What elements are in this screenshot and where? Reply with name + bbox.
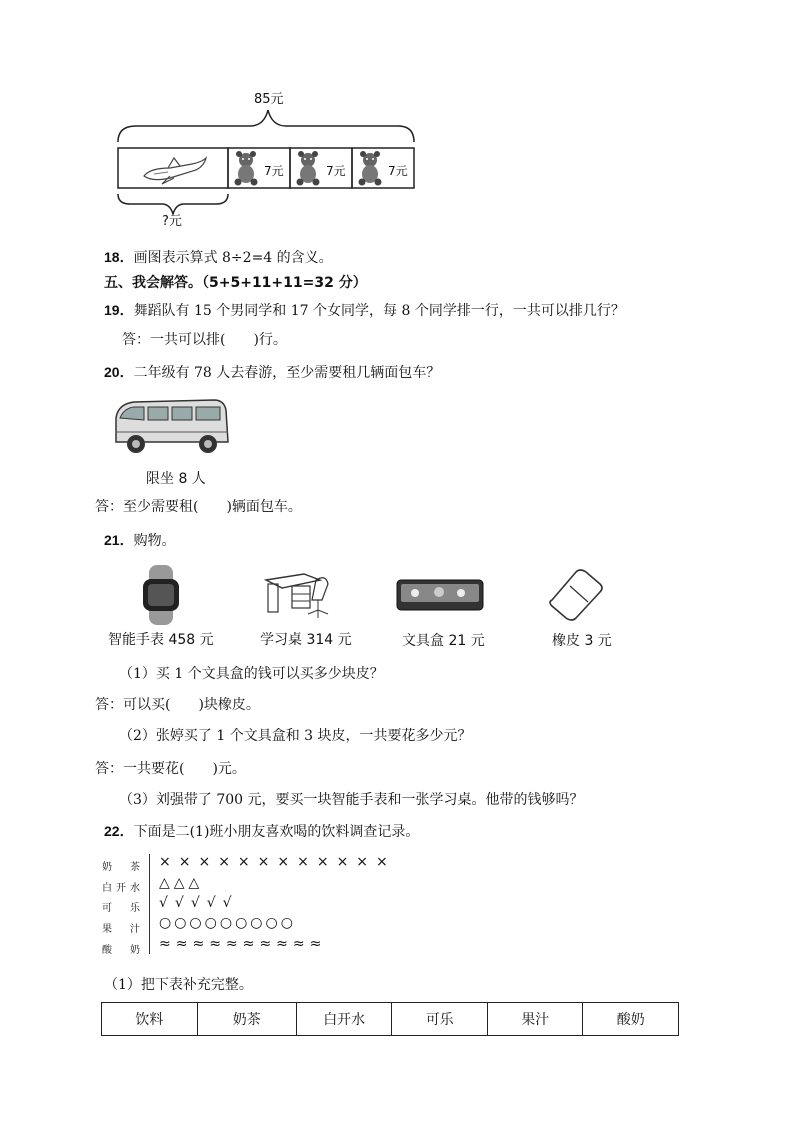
- question-21: [104, 531, 176, 550]
- teddy-bear-icon: [232, 150, 260, 186]
- pencil-box-icon: [395, 578, 485, 612]
- question-number: 19．: [104, 302, 134, 318]
- question-text: 舞蹈队有 15 个男同学和 17 个女同学，每 8 个同学排一行，一共可以排几行？: [133, 303, 625, 319]
- tally-label: 酸 奶: [102, 945, 144, 956]
- product-label: 橡皮 3 元: [552, 633, 612, 649]
- question-18: [104, 248, 333, 267]
- tally-marks: △△△: [159, 875, 204, 891]
- product-label: 智能手表 458 元: [108, 632, 214, 648]
- tally-marks: ○○○○○○○○○: [159, 915, 296, 931]
- tally-divider: [149, 854, 150, 954]
- answer-line: 答：一共可以排( )行。: [122, 332, 287, 348]
- product-label: 文具盒 21 元: [402, 633, 485, 649]
- question-number: 21．: [104, 532, 134, 548]
- tally-label: 奶 茶: [102, 862, 144, 873]
- unknown-price-label: ?元: [162, 214, 182, 229]
- teddy-bear-icon: [294, 150, 322, 186]
- question-number: 22．: [104, 823, 134, 839]
- drink-table: [101, 1002, 679, 1036]
- question-number: 20．: [104, 364, 134, 380]
- airplane-icon: [140, 154, 210, 186]
- answer-line: 答：至少需要租( )辆面包车。: [95, 499, 302, 515]
- table-header-cell: 奶茶: [197, 1003, 296, 1036]
- table-header-cell: 酸奶: [583, 1003, 679, 1036]
- eraser-icon: [548, 568, 604, 622]
- table-header-cell: 白开水: [296, 1003, 392, 1036]
- answer-line: 答：可以买( )块橡皮。: [95, 697, 260, 713]
- price-label: 7元: [388, 164, 408, 178]
- tally-marks: √√√√√: [159, 895, 239, 911]
- table-row: [102, 1003, 679, 1036]
- question-20: [104, 363, 440, 382]
- table-header-cell: 果汁: [487, 1003, 583, 1036]
- desk-icon: [264, 570, 334, 625]
- tally-marks: ××××××××××××: [159, 854, 396, 870]
- question-number: 18．: [104, 249, 134, 265]
- tally-marks: ≈≈≈≈≈≈≈≈≈≈: [159, 936, 327, 952]
- sub-question: （1）把下表补充完整。: [104, 977, 253, 993]
- price-label: 7元: [326, 164, 346, 178]
- question-19: [104, 301, 625, 320]
- product-label: 学习桌 314 元: [260, 632, 352, 648]
- question-text: 购物。: [133, 533, 176, 549]
- diagram-total-label: 85元: [254, 92, 284, 107]
- table-header-cell: 饮料: [102, 1003, 198, 1036]
- tally-label: 可 乐: [102, 903, 144, 914]
- tally-label: 果 汁: [102, 924, 144, 935]
- sub-question: （2）张婷买了 1 个文具盒和 3 块皮，一共要花多少元？: [119, 728, 472, 744]
- answer-line: 答：一共要花( )元。: [95, 761, 246, 777]
- tally-label: 白开水: [102, 883, 144, 894]
- smartwatch-icon: [137, 565, 187, 625]
- sub-question: （3）刘强带了 700 元，要买一块智能手表和一张学习桌。他带的钱够吗？: [119, 792, 584, 808]
- teddy-bear-icon: [356, 150, 384, 186]
- van-icon: [110, 396, 230, 458]
- sub-question: （1）买 1 个文具盒的钱可以买多少块皮？: [119, 666, 384, 682]
- table-header-cell: 可乐: [392, 1003, 488, 1036]
- question-22: [104, 822, 419, 841]
- van-caption: 限坐 8 人: [146, 471, 206, 487]
- section-title: 五、我会解答。（5+5+11+11=32 分）: [104, 275, 367, 291]
- price-label: 7元: [264, 164, 284, 178]
- question-text: 二年级有 78 人去春游，至少需要租几辆面包车？: [133, 365, 441, 381]
- question-text: 画图表示算式 8÷2=4 的含义。: [133, 250, 333, 266]
- question-text: 下面是二(1)班小朋友喜欢喝的饮料调查记录。: [133, 824, 420, 840]
